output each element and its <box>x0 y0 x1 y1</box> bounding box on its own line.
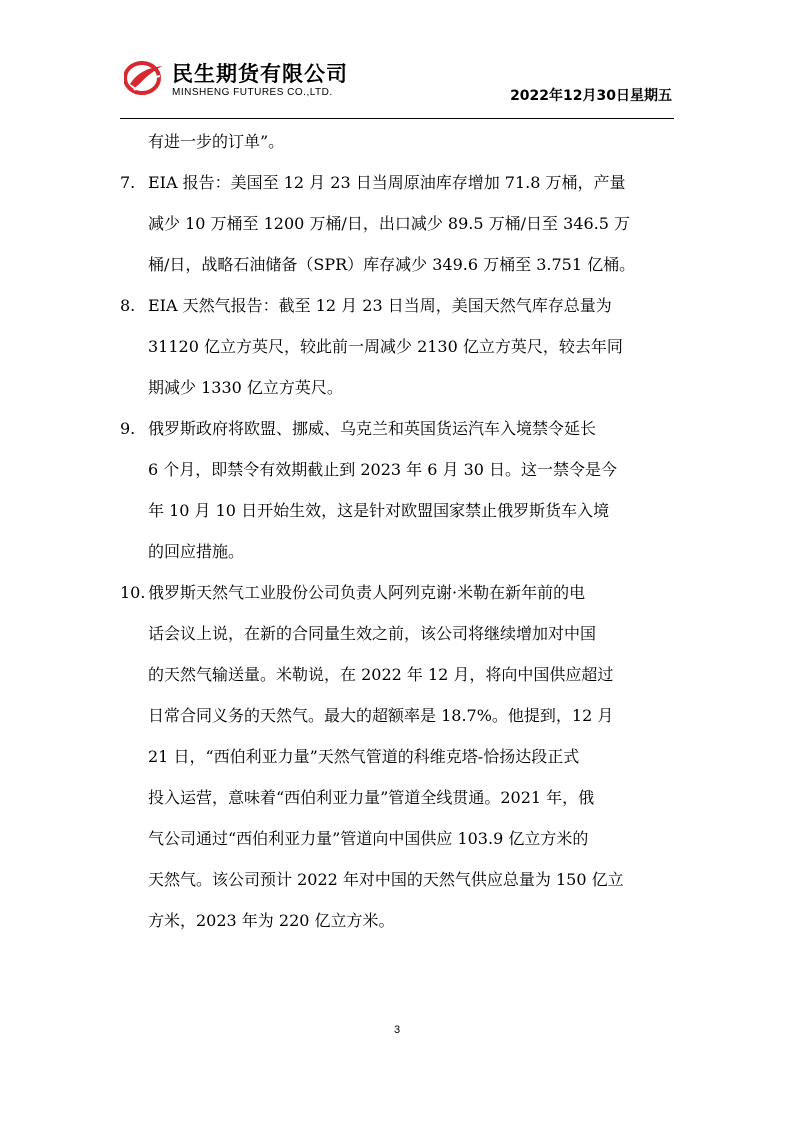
item-number: 10. <box>120 583 146 602</box>
paragraph-line: 减少 10 万桶至 1200 万桶/日，出口减少 89.5 万桶/日至 346.5 万 <box>148 214 630 233</box>
paragraph-line: 的天然气输送量。米勒说，在 2022 年 12 月，将向中国供应超过 <box>148 665 614 684</box>
minsheng-logo-icon <box>124 58 164 98</box>
page-header <box>120 52 674 118</box>
item-number: 9. <box>120 419 136 438</box>
paragraph-line: 31120 亿立方英尺，较此前一周减少 2130 亿立方英尺，较去年同 <box>148 337 623 356</box>
paragraph-line: 期减少 1330 亿立方英尺。 <box>148 378 343 397</box>
list-item <box>120 285 680 408</box>
paragraph-line: 天然气。该公司预计 2022 年对中国的天然气供应总量为 150 亿立 <box>148 870 624 889</box>
paragraph-line: 投入运营，意味着“西伯利亚力量”管道全线贯通。2021 年，俄 <box>148 788 595 807</box>
paragraph-line: EIA 报告：美国至 12 月 23 日当周原油库存增加 71.8 万桶，产量 <box>148 173 626 192</box>
news-list <box>120 121 680 941</box>
paragraph-line: 俄罗斯政府将欧盟、挪威、乌克兰和英国货运汽车入境禁令延长 <box>148 419 597 438</box>
paragraph-line: 年 10 月 10 日开始生效，这是针对欧盟国家禁止俄罗斯货车入境 <box>148 501 610 520</box>
continuation-text <box>120 121 680 162</box>
paragraph-line: 21 日，“西伯利亚力量”天然气管道的科维克塔-恰扬达段正式 <box>148 747 580 766</box>
list-item <box>120 572 680 941</box>
paragraph-line: 桶/日，战略石油储备（SPR）库存减少 349.6 万桶至 3.751 亿桶。 <box>148 255 636 274</box>
paragraph-line: 气公司通过“西伯利亚力量”管道向中国供应 103.9 亿立方米的 <box>148 829 589 848</box>
paragraph-line: 6 个月，即禁令有效期截止到 2023 年 6 月 30 日。这一禁令是今 <box>148 460 618 479</box>
item-number: 7. <box>120 173 136 192</box>
page-number: 3 <box>393 1024 401 1036</box>
paragraph-line: 有进一步的订单”。 <box>148 132 285 151</box>
company-name-cn: 民生期货有限公司 <box>172 62 348 86</box>
item-number: 8. <box>120 296 136 315</box>
paragraph-line: 俄罗斯天然气工业股份公司负责人阿列克谢·米勒在新年前的电 <box>148 583 586 602</box>
paragraph-line: 话会议上说，在新的合同量生效之前，该公司将继续增加对中国 <box>148 624 597 643</box>
company-name-en: MINSHENG FUTURES CO.,LTD. <box>172 87 333 98</box>
paragraph-line: EIA 天然气报告：截至 12 月 23 日当周，美国天然气库存总量为 <box>148 296 612 315</box>
report-date: 2022年12月30日星期五 <box>510 88 672 104</box>
header-divider <box>120 118 674 119</box>
paragraph-line: 日常合同义务的天然气。最大的超额率是 18.7%。他提到，12 月 <box>148 706 614 725</box>
paragraph-line: 的回应措施。 <box>148 542 245 561</box>
paragraph-line: 方米，2023 年为 220 亿立方米。 <box>148 911 395 930</box>
list-item <box>120 408 680 572</box>
list-item <box>120 162 680 285</box>
company-logo <box>124 56 364 100</box>
